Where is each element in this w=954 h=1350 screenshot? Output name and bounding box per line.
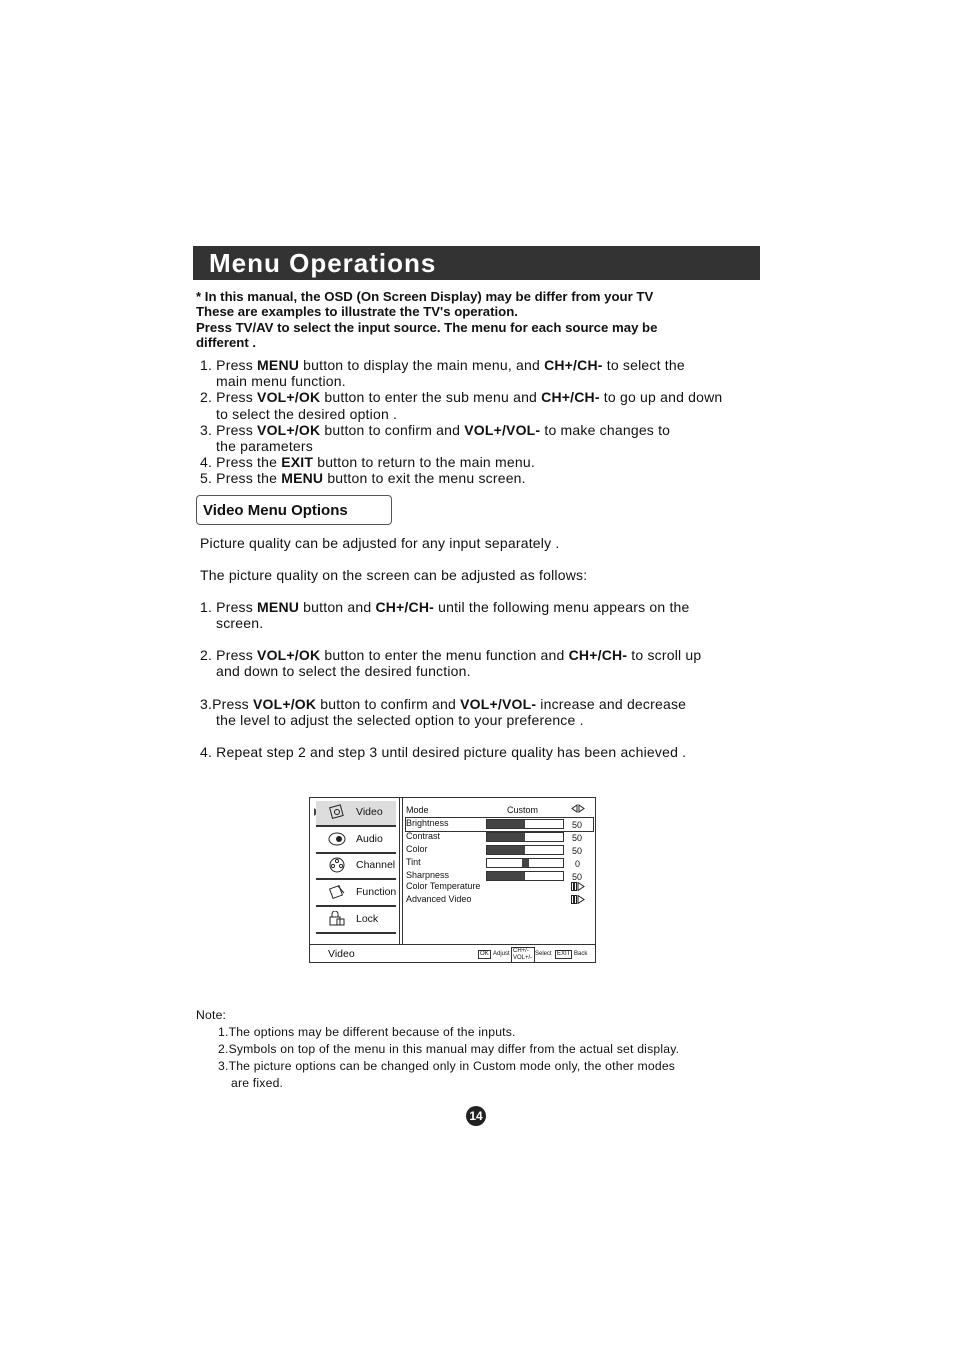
audio-icon xyxy=(328,831,346,847)
osd-slider xyxy=(486,819,564,829)
osd-row-label: Contrast xyxy=(406,831,441,841)
step-1: 1. Press MENU button to display the main menu, and CH+/CH- to select the xyxy=(200,357,685,373)
osd-row-label: Brightness xyxy=(406,818,449,828)
osd-menu-function: Function xyxy=(316,881,396,907)
intro-line-4: different . xyxy=(196,335,257,350)
note-1: 1.The options may be different because of the inputs. xyxy=(218,1025,516,1039)
osd-slider xyxy=(486,871,564,881)
osd-row-value: 0 xyxy=(575,859,581,869)
osd-row-label: Tint xyxy=(406,857,421,867)
submenu-arrow-icon xyxy=(571,882,585,891)
osd-divider xyxy=(402,798,403,944)
video-icon xyxy=(328,804,346,820)
video-step-2-cont: and down to select the desired function. xyxy=(216,663,471,679)
video-step-1: 1. Press MENU button and CH+/CH- until the following menu appears on the xyxy=(200,599,690,615)
video-para-1: Picture quality can be adjusted for any input separately . xyxy=(200,535,560,551)
osd-slider xyxy=(486,858,564,868)
osd-slider xyxy=(486,845,564,855)
intro-line-2: These are examples to illustrate the TV's operation. xyxy=(196,304,518,319)
osd-row-value: 50 xyxy=(572,820,583,830)
osd-mode-label: Mode xyxy=(406,805,429,815)
section-heading-box xyxy=(196,495,392,525)
osd-row-value: 50 xyxy=(572,846,583,856)
step-1-cont: main menu function. xyxy=(216,373,346,389)
osd-menu-audio: Audio xyxy=(316,828,396,854)
page-number: 14 xyxy=(466,1106,486,1126)
left-right-arrows-icon xyxy=(571,804,585,813)
slider-fill xyxy=(487,833,525,841)
osd-slider xyxy=(486,832,564,842)
key-ch-label: Select xyxy=(535,951,552,957)
osd-footer xyxy=(310,944,595,963)
slider-knob xyxy=(522,859,529,867)
video-step-3: 3.Press VOL+/OK button to confirm and VOL+/VOL- increase and decrease xyxy=(200,696,687,712)
osd-color-temperature: Color Temperature xyxy=(406,881,481,891)
osd-row-label: Sharpness xyxy=(406,870,450,880)
osd-mode-value: Custom xyxy=(507,805,539,815)
step-4: 4. Press the EXIT button to return to the main menu. xyxy=(200,454,535,470)
video-step-3-cont: the level to adjust the selected option to your preference . xyxy=(216,712,584,728)
lock-icon xyxy=(328,911,346,927)
title-bar xyxy=(193,246,760,280)
step-5: 5. Press the MENU button to exit the menu screen. xyxy=(200,470,526,486)
function-icon xyxy=(328,884,346,900)
osd-row-label: Color xyxy=(406,844,428,854)
osd-sidebar xyxy=(310,798,400,944)
osd-row-value: 50 xyxy=(572,833,583,843)
step-3: 3. Press VOL+/OK button to confirm and VOL+/VOL- to make changes to xyxy=(200,422,671,438)
slider-fill xyxy=(487,846,525,854)
osd-menu-lock: Lock xyxy=(316,908,396,934)
submenu-arrow-icon xyxy=(571,895,585,904)
key-exit-label: Back xyxy=(574,951,588,957)
note-2: 2.Symbols on top of the menu in this manual may differ from the actual set display. xyxy=(218,1042,680,1056)
note-3-cont: are fixed. xyxy=(231,1076,284,1090)
key-ch-vol: CH+/- VOL+/- xyxy=(511,947,535,963)
section-title: Video Menu Options xyxy=(203,502,348,519)
key-exit: EXIT xyxy=(557,951,571,957)
key-ok: OK xyxy=(480,951,489,957)
note-heading: Note: xyxy=(196,1008,227,1022)
step-2-cont: to select the desired option . xyxy=(216,406,398,422)
video-para-2: The picture quality on the screen can be adjusted as follows: xyxy=(200,567,588,583)
osd-row-value: 50 xyxy=(572,872,583,882)
video-step-2: 2. Press VOL+/OK button to enter the menu function and CH+/CH- to scroll up xyxy=(200,647,702,663)
key-ok-label: Adjust xyxy=(493,951,510,957)
osd-footer-title: Video xyxy=(328,948,355,960)
step-3-cont: the parameters xyxy=(216,438,313,454)
slider-fill xyxy=(487,820,525,828)
intro-line-3: Press TV/AV to select the input source. The menu for each source may be xyxy=(196,320,658,335)
osd-menu-illustration xyxy=(309,797,596,963)
channel-icon xyxy=(328,857,346,873)
note-3: 3.The picture options can be changed only in Custom mode only, the other modes xyxy=(218,1059,676,1073)
intro-line-1: * In this manual, the OSD (On Screen Display) may be differ from your TV xyxy=(196,289,654,304)
page-title: Menu Operations xyxy=(209,248,437,278)
osd-advanced-video: Advanced Video xyxy=(406,894,472,904)
osd-menu-video: Video xyxy=(316,801,396,827)
video-step-4: 4. Repeat step 2 and step 3 until desired picture quality has been achieved . xyxy=(200,744,687,760)
slider-fill xyxy=(487,872,525,880)
video-step-1-cont: screen. xyxy=(216,615,264,631)
osd-menu-channel: Channel xyxy=(316,854,396,880)
step-2: 2. Press VOL+/OK button to enter the sub menu and CH+/CH- to go up and down xyxy=(200,389,723,405)
